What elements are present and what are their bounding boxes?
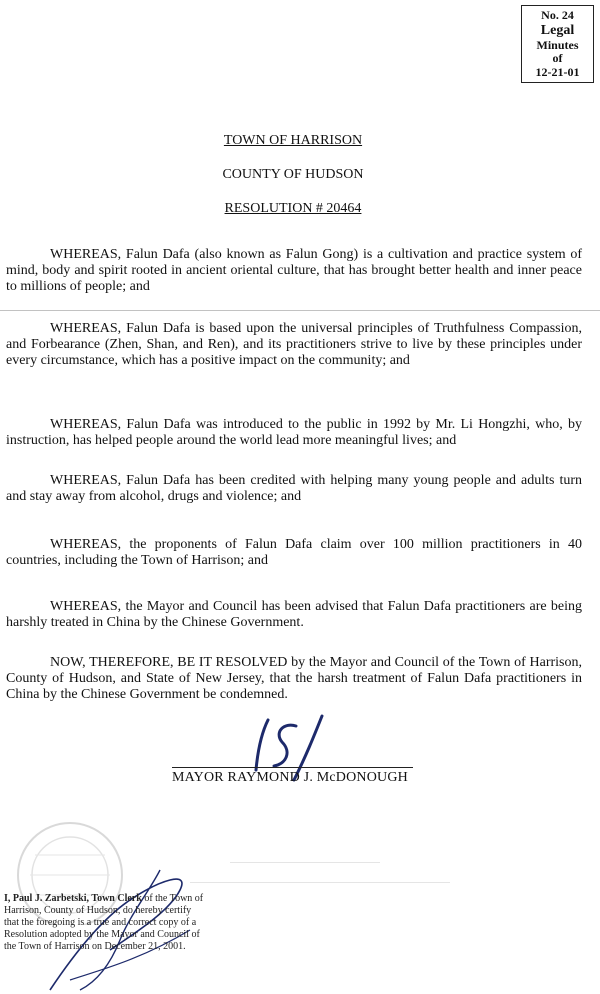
stamp-date: 12-21-01	[535, 64, 580, 79]
stamp-number: No. 24	[541, 8, 574, 22]
signature-line	[172, 767, 413, 768]
clerk-certification	[4, 893, 204, 953]
stamp-minutes: Minutes	[536, 37, 579, 52]
minutes-stamp	[521, 5, 594, 83]
stamp-legal: Legal	[540, 22, 575, 38]
mayor-name: MAYOR RAYMOND J. McDONOUGH	[172, 770, 408, 785]
bleed-through-line-1	[230, 862, 380, 863]
resolution-heading: RESOLUTION # 20464	[224, 201, 362, 216]
whereas-paragraph-5: WHEREAS, the proponents of Falun Dafa claim over 100 million practitioners in 40 countries, including the Town of Harrison; and	[6, 537, 582, 568]
clerk-name: I, Paul J. Zarbetski, Town Clerk	[4, 893, 142, 904]
whereas-paragraph-1: WHEREAS, Falun Dafa (also known as Falun Gong) is a cultivation and practice system of mind, body and spirit rooted in ancient oriental culture, that has brought better health and inner peace to millions of people; and	[6, 247, 582, 294]
stamp-of: of	[552, 51, 563, 65]
whereas-paragraph-3: WHEREAS, Falun Dafa was introduced to the public in 1992 by Mr. Li Hongzhi, who, by instruction, has helped people around the world lead more meaningful lives; and	[6, 417, 582, 448]
county-heading: COUNTY OF HUDSON	[222, 167, 364, 182]
whereas-paragraph-2: WHEREAS, Falun Dafa is based upon the universal principles of Truthfulness Compassion, and Forbearance (Zhen, Shan, and Ren), and its practitioners strive to live by these principles under every circumstance, which has a positive impact on the community; and	[6, 321, 582, 368]
clerk-statement: of the Town of Harrison, County of Hudson, do hereby certify that the foregoing is a true and correct copy of a Resolution adopted by the Mayor and Council of the Town of Harrison on December 21, 2001.	[4, 893, 204, 952]
bleed-through-line-2	[190, 882, 450, 883]
whereas-paragraph-6: WHEREAS, the Mayor and Council has been advised that Falun Dafa practitioners are being harshly treated in China by the Chinese Government.	[6, 599, 582, 630]
resolved-paragraph: NOW, THEREFORE, BE IT RESOLVED by the Mayor and Council of the Town of Harrison, County of Hudson, and State of New Jersey, that the harsh treatment of Falun Dafa practitioners in China by the Chinese Government be condemned.	[6, 655, 582, 702]
whereas-paragraph-4: WHEREAS, Falun Dafa has been credited with helping many young people and adults turn and stay away from alcohol, drugs and violence; and	[6, 473, 582, 504]
scan-fold-line	[0, 310, 600, 311]
town-heading: TOWN OF HARRISON	[223, 133, 363, 148]
